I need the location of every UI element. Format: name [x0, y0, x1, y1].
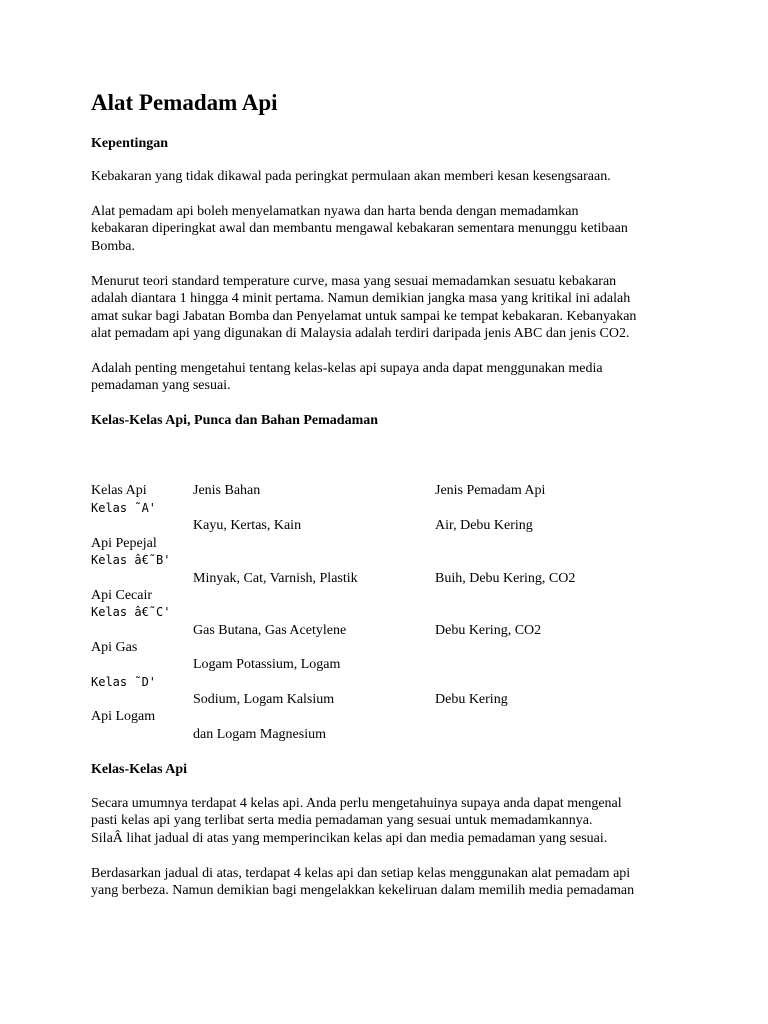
text-line: alat pemadam api yang digunakan di Malaysia adalah terdiri daripada jenis ABC dan jenis CO2.	[91, 326, 630, 342]
table-cell-class-a-code: Kelas ˜A'	[91, 501, 157, 515]
text-line: Kebakaran yang tidak dikawal pada peringkat permulaan akan memberi kesan kesengsaraan.	[91, 169, 611, 184]
text-line: Alat pemadam api boleh menyelamatkan nyawa dan harta benda dengan memadamkan	[91, 204, 579, 219]
paragraph-kelas-api-1	[91, 795, 691, 847]
section-heading-kepentingan: Kepentingan	[91, 136, 169, 151]
text-line: Secara umumnya terdapat 4 kelas api. Anda perlu mengetahuinya supaya anda dapat mengenal	[91, 796, 622, 811]
table-cell-class-d-name: Api Logam	[91, 709, 156, 724]
table-cell-class-a-material: Kayu, Kertas, Kain	[193, 518, 302, 533]
paragraph-kepentingan-1	[91, 168, 691, 185]
section-heading-kelas-kelas-api: Kelas-Kelas Api	[91, 762, 188, 777]
table-cell-class-a-extinguisher: Air, Debu Kering	[435, 518, 533, 533]
table-cell-class-a-name: Api Pepejal	[91, 536, 157, 551]
text-line: pasti kelas api yang terlibat serta media pemadaman yang sesuai untuk memadamkannya.	[91, 813, 593, 829]
table-cell-class-d-material-1: Logam Potassium, Logam	[193, 657, 341, 672]
section-heading-kelas-kelas-api-punca: Kelas-Kelas Api, Punca dan Bahan Pemadaman	[91, 413, 379, 428]
text-line: SilaÂ lihat jadual di atas yang memperincikan kelas api dan media pemadaman yang sesuai.	[91, 830, 608, 846]
table-cell-class-d-material-2: Sodium, Logam Kalsium	[193, 692, 335, 707]
table-cell-class-c-name: Api Gas	[91, 640, 138, 655]
text-line: Menurut teori standard temperature curve, masa yang sesuai memadamkan sesuatu kebakaran	[91, 274, 617, 289]
text-line: yang berbeza. Namun demikian bagi mengelakkan kekeliruan dalam memilih media pemadaman	[91, 883, 635, 899]
paragraph-kepentingan-3	[91, 273, 691, 343]
table-cell-class-d-material-3: dan Logam Magnesium	[193, 727, 326, 742]
paragraph-kepentingan-4	[91, 360, 691, 395]
text-line: Bomba.	[91, 238, 135, 254]
paragraph-kelas-api-2	[91, 865, 691, 900]
table-cell-class-c-material: Gas Butana, Gas Acetylene	[193, 623, 347, 638]
table-cell-class-d-code: Kelas ˜D'	[91, 675, 157, 689]
table-cell-class-b-extinguisher: Buih, Debu Kering, CO2	[435, 571, 576, 586]
table-header-kelas-api: Kelas Api	[91, 483, 147, 498]
paragraph-kepentingan-2	[91, 203, 691, 255]
table-cell-class-c-code: Kelas â€˜C'	[91, 605, 171, 619]
table-cell-class-c-extinguisher: Debu Kering, CO2	[435, 623, 542, 638]
text-line: Berdasarkan jadual di atas, terdapat 4 kelas api dan setiap kelas menggunakan alat pemadam api	[91, 866, 631, 881]
table-header-jenis-bahan: Jenis Bahan	[193, 483, 261, 498]
text-line: Adalah penting mengetahui tentang kelas-kelas api supaya anda dapat menggunakan media	[91, 361, 603, 376]
table-cell-class-b-material: Minyak, Cat, Varnish, Plastik	[193, 571, 358, 586]
document-title: Alat Pemadam Api	[91, 90, 278, 115]
text-line: adalah diantara 1 hingga 4 minit pertama. Namun demikian jangka masa yang kritikal ini adalah	[91, 291, 631, 307]
table-cell-class-d-extinguisher: Debu Kering	[435, 692, 508, 707]
text-line: kebakaran diperingkat awal dan membantu mengawal kebakaran sementara menunggu ketibaan	[91, 221, 628, 237]
table-cell-class-b-code: Kelas â€˜B'	[91, 553, 171, 567]
table-header-jenis-pemadam: Jenis Pemadam Api	[435, 483, 546, 498]
text-line: pemadaman yang sesuai.	[91, 378, 231, 394]
table-cell-class-b-name: Api Cecair	[91, 588, 153, 603]
text-line: amat sukar bagi Jabatan Bomba dan Penyelamat untuk sampai ke tempat kebakaran. Kebanyakan	[91, 308, 637, 324]
